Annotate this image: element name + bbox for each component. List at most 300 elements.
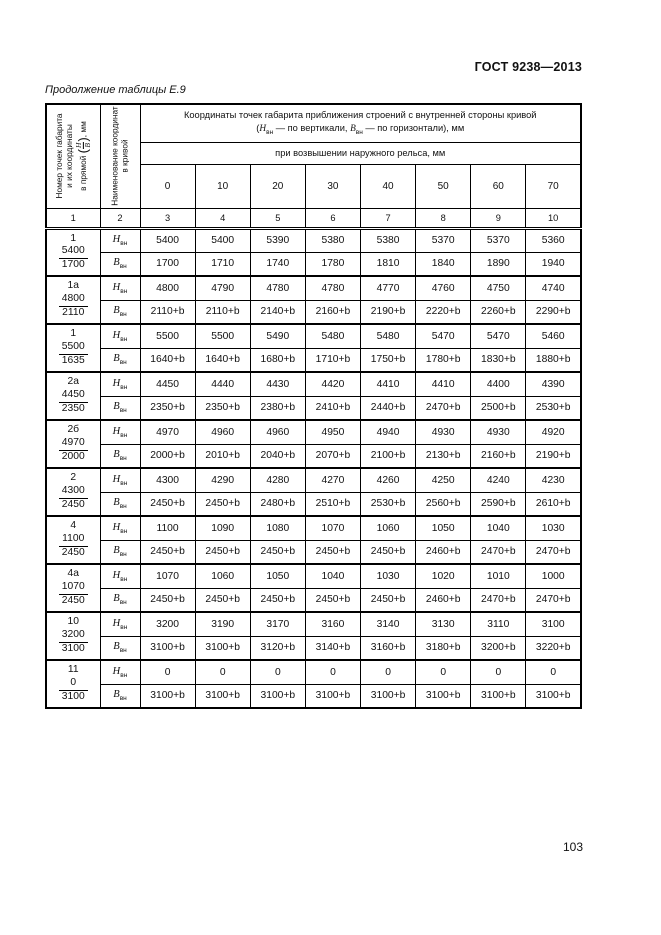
value-cell: 1060 xyxy=(195,564,250,588)
coord-subscript: вн xyxy=(120,575,128,583)
point-fraction xyxy=(59,533,88,560)
column-numbering-row xyxy=(46,208,581,228)
value-cell: 2470+b xyxy=(416,396,471,420)
coord-label-cell xyxy=(100,516,140,540)
value-cell: 3100+b xyxy=(195,684,250,708)
table-row xyxy=(46,564,581,588)
coord-label-cell xyxy=(100,588,140,612)
table-row xyxy=(46,348,581,372)
value-cell: 3100+b xyxy=(361,684,416,708)
value-cell: 2000+b xyxy=(140,444,195,468)
value-cell: 2460+b xyxy=(416,540,471,564)
value-cell: 1640+b xyxy=(140,348,195,372)
value-cell: 3100+b xyxy=(305,684,360,708)
coord-label-cell xyxy=(100,348,140,372)
value-cell: 2560+b xyxy=(416,492,471,516)
col2-header-rotated-text xyxy=(110,104,131,208)
value-cell: 2590+b xyxy=(471,492,526,516)
value-cell: 2010+b xyxy=(195,444,250,468)
elevation-cell: 70 xyxy=(526,164,581,208)
value-cell: 4920 xyxy=(526,420,581,444)
fraction-denominator: 2450 xyxy=(61,546,85,558)
point-fraction xyxy=(59,485,88,512)
value-cell: 4410 xyxy=(416,372,471,396)
coord-symbol: В xyxy=(113,689,120,701)
value-cell: 2470+b xyxy=(526,540,581,564)
col1-header-rotated-text xyxy=(54,104,92,208)
value-cell: 4930 xyxy=(471,420,526,444)
point-cell xyxy=(46,612,100,660)
fraction-numerator: 1070 xyxy=(59,581,88,595)
table-row xyxy=(46,300,581,324)
value-cell: 1880+b xyxy=(526,348,581,372)
value-cell: 0 xyxy=(471,660,526,684)
value-cell: 2110+b xyxy=(195,300,250,324)
fraction-denominator: 1700 xyxy=(61,258,85,270)
value-cell: 1830+b xyxy=(471,348,526,372)
value-cell: 4950 xyxy=(305,420,360,444)
value-cell: 1100 xyxy=(140,516,195,540)
value-cell: 4930 xyxy=(416,420,471,444)
value-cell: 1070 xyxy=(140,564,195,588)
main-header-cell xyxy=(140,104,581,142)
value-cell: 1840 xyxy=(416,252,471,276)
table-body xyxy=(46,228,581,708)
coord-label-cell xyxy=(100,300,140,324)
value-cell: 1780 xyxy=(305,252,360,276)
value-cell: 0 xyxy=(305,660,360,684)
value-cell: 1680+b xyxy=(250,348,305,372)
coord-label-cell xyxy=(100,540,140,564)
value-cell: 5370 xyxy=(471,228,526,252)
value-cell: 5400 xyxy=(140,228,195,252)
col1-header-line1: Номер точек габарита xyxy=(54,113,65,199)
main-header-mid: — по вертикали, xyxy=(273,123,351,134)
value-cell: 2110+b xyxy=(140,300,195,324)
value-cell: 1040 xyxy=(305,564,360,588)
fraction-numerator: 4970 xyxy=(59,437,88,451)
elevation-cell: 50 xyxy=(416,164,471,208)
value-cell: 3100+b xyxy=(140,636,195,660)
value-cell: 2450+b xyxy=(250,588,305,612)
value-cell: 2450+b xyxy=(305,540,360,564)
coord-label-cell xyxy=(100,612,140,636)
value-cell: 1050 xyxy=(416,516,471,540)
value-cell: 4780 xyxy=(305,276,360,300)
fraction-denominator: 3100 xyxy=(61,642,85,654)
coord-symbol: В xyxy=(113,641,120,653)
point-cell xyxy=(46,564,100,612)
coord-label-cell xyxy=(100,276,140,300)
coord-symbol: Н xyxy=(112,569,121,581)
value-cell: 3160+b xyxy=(361,636,416,660)
value-cell: 3100+b xyxy=(416,684,471,708)
value-cell: 5380 xyxy=(305,228,360,252)
coord-subscript: вн xyxy=(119,311,127,319)
col1-header-cell xyxy=(46,104,100,208)
h-over-b-fraction xyxy=(75,142,93,149)
value-cell: 2190+b xyxy=(361,300,416,324)
col1-header-line3-prefix: в прямой xyxy=(77,153,88,192)
value-cell: 1030 xyxy=(361,564,416,588)
coord-subscript: вн xyxy=(119,599,127,607)
elevation-cell: 20 xyxy=(250,164,305,208)
coord-subscript: вн xyxy=(119,455,127,463)
value-cell: 1940 xyxy=(526,252,581,276)
coord-symbol: Н xyxy=(112,233,121,245)
coord-subscript: вн xyxy=(120,335,128,343)
fraction-numerator: 4300 xyxy=(59,485,88,499)
value-cell: 4970 xyxy=(140,420,195,444)
value-cell: 1010 xyxy=(471,564,526,588)
table-row xyxy=(46,396,581,420)
column-number-cell: 9 xyxy=(471,208,526,228)
coord-subscript: вн xyxy=(119,551,127,559)
point-cell xyxy=(46,276,100,324)
value-cell: 1780+b xyxy=(416,348,471,372)
coord-label-cell xyxy=(100,420,140,444)
b-subscript: вн xyxy=(355,129,363,137)
value-cell: 3160 xyxy=(305,612,360,636)
value-cell: 4960 xyxy=(250,420,305,444)
point-number: 10 xyxy=(67,616,79,628)
value-cell: 2040+b xyxy=(250,444,305,468)
value-cell: 2260+b xyxy=(471,300,526,324)
value-cell: 0 xyxy=(250,660,305,684)
coord-label-cell xyxy=(100,468,140,492)
coord-subscript: вн xyxy=(119,695,127,703)
coord-label-cell xyxy=(100,324,140,348)
point-number: 11 xyxy=(67,664,79,676)
value-cell: 1000 xyxy=(526,564,581,588)
value-cell: 5470 xyxy=(416,324,471,348)
value-cell: 1750+b xyxy=(361,348,416,372)
value-cell: 2160+b xyxy=(305,300,360,324)
value-cell: 2160+b xyxy=(471,444,526,468)
coord-label-cell xyxy=(100,684,140,708)
table-row xyxy=(46,516,581,540)
value-cell: 5360 xyxy=(526,228,581,252)
column-number-cell: 2 xyxy=(100,208,140,228)
value-cell: 2140+b xyxy=(250,300,305,324)
value-cell: 3120+b xyxy=(250,636,305,660)
value-cell: 3100+b xyxy=(195,636,250,660)
value-cell: 2450+b xyxy=(250,540,305,564)
value-cell: 1090 xyxy=(195,516,250,540)
coord-symbol: Н xyxy=(112,281,121,293)
value-cell: 4940 xyxy=(361,420,416,444)
table-continuation-caption: Продолжение таблицы Е.9 xyxy=(45,84,186,96)
value-cell: 5470 xyxy=(471,324,526,348)
value-cell: 3110 xyxy=(471,612,526,636)
value-cell: 2350+b xyxy=(140,396,195,420)
value-cell: 5390 xyxy=(250,228,305,252)
value-cell: 2450+b xyxy=(140,492,195,516)
value-cell: 4290 xyxy=(195,468,250,492)
table-row xyxy=(46,588,581,612)
point-number: 4а xyxy=(67,568,79,580)
table-row xyxy=(46,252,581,276)
value-cell: 3200+b xyxy=(471,636,526,660)
column-number-cell: 10 xyxy=(526,208,581,228)
point-number: 2 xyxy=(70,472,77,484)
value-cell: 2220+b xyxy=(416,300,471,324)
table-row xyxy=(46,492,581,516)
value-cell: 4400 xyxy=(471,372,526,396)
value-cell: 0 xyxy=(361,660,416,684)
point-fraction xyxy=(59,677,88,704)
coord-symbol: В xyxy=(113,449,120,461)
value-cell: 4390 xyxy=(526,372,581,396)
value-cell: 2530+b xyxy=(361,492,416,516)
value-cell: 5500 xyxy=(195,324,250,348)
value-cell: 4750 xyxy=(471,276,526,300)
coord-label-cell xyxy=(100,372,140,396)
value-cell: 1700 xyxy=(140,252,195,276)
col2-header-line2: в кривой xyxy=(120,139,130,173)
coord-symbol: В xyxy=(113,401,120,413)
coord-subscript: вн xyxy=(120,240,128,248)
coord-label-cell xyxy=(100,492,140,516)
point-fraction xyxy=(59,245,88,272)
fraction-denominator: 2000 xyxy=(61,450,85,462)
value-cell: 2450+b xyxy=(305,588,360,612)
point-fraction xyxy=(59,581,88,608)
fraction-denominator: 2450 xyxy=(61,594,85,606)
fraction-denominator: 1635 xyxy=(61,354,85,366)
point-cell xyxy=(46,228,100,276)
point-number: 2а xyxy=(67,376,79,388)
sub-header-cell: при возвышении наружного рельса, мм xyxy=(140,142,581,164)
value-cell: 3190 xyxy=(195,612,250,636)
col1-header-line3-suffix: , мм xyxy=(77,121,88,138)
fraction-numerator: 3200 xyxy=(59,629,88,643)
column-number-cell: 5 xyxy=(250,208,305,228)
value-cell: 2190+b xyxy=(526,444,581,468)
value-cell: 4430 xyxy=(250,372,305,396)
coord-symbol: В xyxy=(113,497,120,509)
coord-subscript: вн xyxy=(119,503,127,511)
value-cell: 2450+b xyxy=(361,588,416,612)
main-header-open: ( xyxy=(256,123,260,134)
fraction-denominator: 2450 xyxy=(61,498,85,510)
value-cell: 4800 xyxy=(140,276,195,300)
table-row xyxy=(46,444,581,468)
table-row xyxy=(46,372,581,396)
value-cell: 2450+b xyxy=(361,540,416,564)
table-row xyxy=(46,468,581,492)
coord-label-cell xyxy=(100,396,140,420)
point-fraction xyxy=(59,341,88,368)
value-cell: 1810 xyxy=(361,252,416,276)
value-cell: 0 xyxy=(526,660,581,684)
value-cell: 1740 xyxy=(250,252,305,276)
elevation-cell: 40 xyxy=(361,164,416,208)
value-cell: 1030 xyxy=(526,516,581,540)
fraction-close-paren: ) xyxy=(75,137,91,142)
value-cell: 4410 xyxy=(361,372,416,396)
fraction-numerator: 4800 xyxy=(59,293,88,307)
fraction-numerator: 1100 xyxy=(59,533,88,547)
value-cell: 3130 xyxy=(416,612,471,636)
value-cell: 2450+b xyxy=(195,588,250,612)
value-cell: 4790 xyxy=(195,276,250,300)
value-cell: 2510+b xyxy=(305,492,360,516)
coord-subscript: вн xyxy=(120,383,128,391)
b-symbol: В xyxy=(350,124,356,135)
value-cell: 1050 xyxy=(250,564,305,588)
gabarit-coordinates-table xyxy=(45,103,582,709)
value-cell: 0 xyxy=(195,660,250,684)
value-cell: 3100+b xyxy=(526,684,581,708)
coord-label-cell xyxy=(100,252,140,276)
point-cell xyxy=(46,420,100,468)
value-cell: 4450 xyxy=(140,372,195,396)
point-cell xyxy=(46,468,100,516)
col1-header-line2: и их координаты xyxy=(64,124,75,189)
value-cell: 2070+b xyxy=(305,444,360,468)
coord-subscript: вн xyxy=(119,359,127,367)
coord-symbol: Н xyxy=(112,665,121,677)
value-cell: 3100+b xyxy=(250,684,305,708)
doc-number: ГОСТ 9238—2013 xyxy=(474,60,582,74)
coord-symbol: В xyxy=(113,257,120,269)
value-cell: 4300 xyxy=(140,468,195,492)
value-cell: 1020 xyxy=(416,564,471,588)
value-cell: 1710 xyxy=(195,252,250,276)
value-cell: 4740 xyxy=(526,276,581,300)
main-header-line1: Координаты точек габарита приближения строений с внутренней стороны кривой xyxy=(183,109,537,120)
main-header-end: — по горизонтали), мм xyxy=(362,123,465,134)
point-fraction xyxy=(59,437,88,464)
value-cell: 2350+b xyxy=(195,396,250,420)
value-cell: 2450+b xyxy=(140,540,195,564)
coord-symbol: В xyxy=(113,545,120,557)
fraction-denominator: 2350 xyxy=(61,402,85,414)
main-header-line2 xyxy=(141,122,581,137)
fraction-denominator: 3100 xyxy=(61,690,85,702)
value-cell: 2470+b xyxy=(471,540,526,564)
value-cell: 3140+b xyxy=(305,636,360,660)
value-cell: 2470+b xyxy=(526,588,581,612)
coord-subscript: вн xyxy=(120,431,128,439)
coord-label-cell xyxy=(100,228,140,252)
value-cell: 2380+b xyxy=(250,396,305,420)
value-cell: 3220+b xyxy=(526,636,581,660)
h-symbol: Н xyxy=(259,124,267,135)
table-row xyxy=(46,228,581,252)
value-cell: 5400 xyxy=(195,228,250,252)
coord-symbol: В xyxy=(113,305,120,317)
value-cell: 5370 xyxy=(416,228,471,252)
value-cell: 4280 xyxy=(250,468,305,492)
value-cell: 3100 xyxy=(526,612,581,636)
value-cell: 2460+b xyxy=(416,588,471,612)
fraction-denominator: 2110 xyxy=(62,306,85,318)
value-cell: 1060 xyxy=(361,516,416,540)
value-cell: 5480 xyxy=(361,324,416,348)
value-cell: 1890 xyxy=(471,252,526,276)
fraction-numerator: Н xyxy=(73,142,83,149)
coord-symbol: Н xyxy=(112,617,121,629)
value-cell: 3100+b xyxy=(471,684,526,708)
coord-symbol: В xyxy=(113,593,120,605)
value-cell: 5480 xyxy=(305,324,360,348)
table-row xyxy=(46,612,581,636)
value-cell: 2410+b xyxy=(305,396,360,420)
column-number-cell: 4 xyxy=(195,208,250,228)
point-number: 1 xyxy=(70,232,77,244)
value-cell: 5500 xyxy=(140,324,195,348)
fraction-numerator: 0 xyxy=(59,677,88,691)
point-number: 1 xyxy=(70,328,77,340)
table-row xyxy=(46,684,581,708)
column-number-cell: 3 xyxy=(140,208,195,228)
point-cell xyxy=(46,660,100,708)
point-number: 4 xyxy=(70,520,77,532)
value-cell: 4780 xyxy=(250,276,305,300)
value-cell: 3140 xyxy=(361,612,416,636)
coord-symbol: Н xyxy=(112,473,121,485)
point-fraction xyxy=(59,629,88,656)
column-number-cell: 6 xyxy=(305,208,360,228)
value-cell: 2450+b xyxy=(195,540,250,564)
elevation-cell: 0 xyxy=(140,164,195,208)
elevation-cell: 60 xyxy=(471,164,526,208)
value-cell: 4240 xyxy=(471,468,526,492)
fraction-numerator: 5400 xyxy=(59,245,88,259)
coord-label-cell xyxy=(100,636,140,660)
table-row xyxy=(46,636,581,660)
value-cell: 2290+b xyxy=(526,300,581,324)
value-cell: 4760 xyxy=(416,276,471,300)
value-cell: 4440 xyxy=(195,372,250,396)
value-cell: 0 xyxy=(416,660,471,684)
fraction-denominator: В xyxy=(83,143,93,148)
value-cell: 2470+b xyxy=(471,588,526,612)
page-number: 103 xyxy=(562,840,583,854)
coord-symbol: Н xyxy=(112,329,121,341)
coord-subscript: вн xyxy=(119,647,127,655)
column-number-cell: 8 xyxy=(416,208,471,228)
value-cell: 4960 xyxy=(195,420,250,444)
table-row xyxy=(46,540,581,564)
value-cell: 1710+b xyxy=(305,348,360,372)
table-row xyxy=(46,324,581,348)
fraction-open-paren: ( xyxy=(75,149,91,154)
table-row xyxy=(46,276,581,300)
coord-subscript: вн xyxy=(119,407,127,415)
value-cell: 5380 xyxy=(361,228,416,252)
value-cell: 3170 xyxy=(250,612,305,636)
value-cell: 2130+b xyxy=(416,444,471,468)
coord-symbol: Н xyxy=(112,521,121,533)
column-number-cell: 7 xyxy=(361,208,416,228)
value-cell: 3200 xyxy=(140,612,195,636)
point-cell xyxy=(46,372,100,420)
coord-symbol: Н xyxy=(112,377,121,389)
elevation-cell: 30 xyxy=(305,164,360,208)
coord-symbol: Н xyxy=(112,425,121,437)
value-cell: 4770 xyxy=(361,276,416,300)
coord-subscript: вн xyxy=(120,287,128,295)
value-cell: 3100+b xyxy=(140,684,195,708)
point-cell xyxy=(46,324,100,372)
coord-subscript: вн xyxy=(120,527,128,535)
point-cell xyxy=(46,516,100,564)
value-cell: 2500+b xyxy=(471,396,526,420)
value-cell: 2530+b xyxy=(526,396,581,420)
